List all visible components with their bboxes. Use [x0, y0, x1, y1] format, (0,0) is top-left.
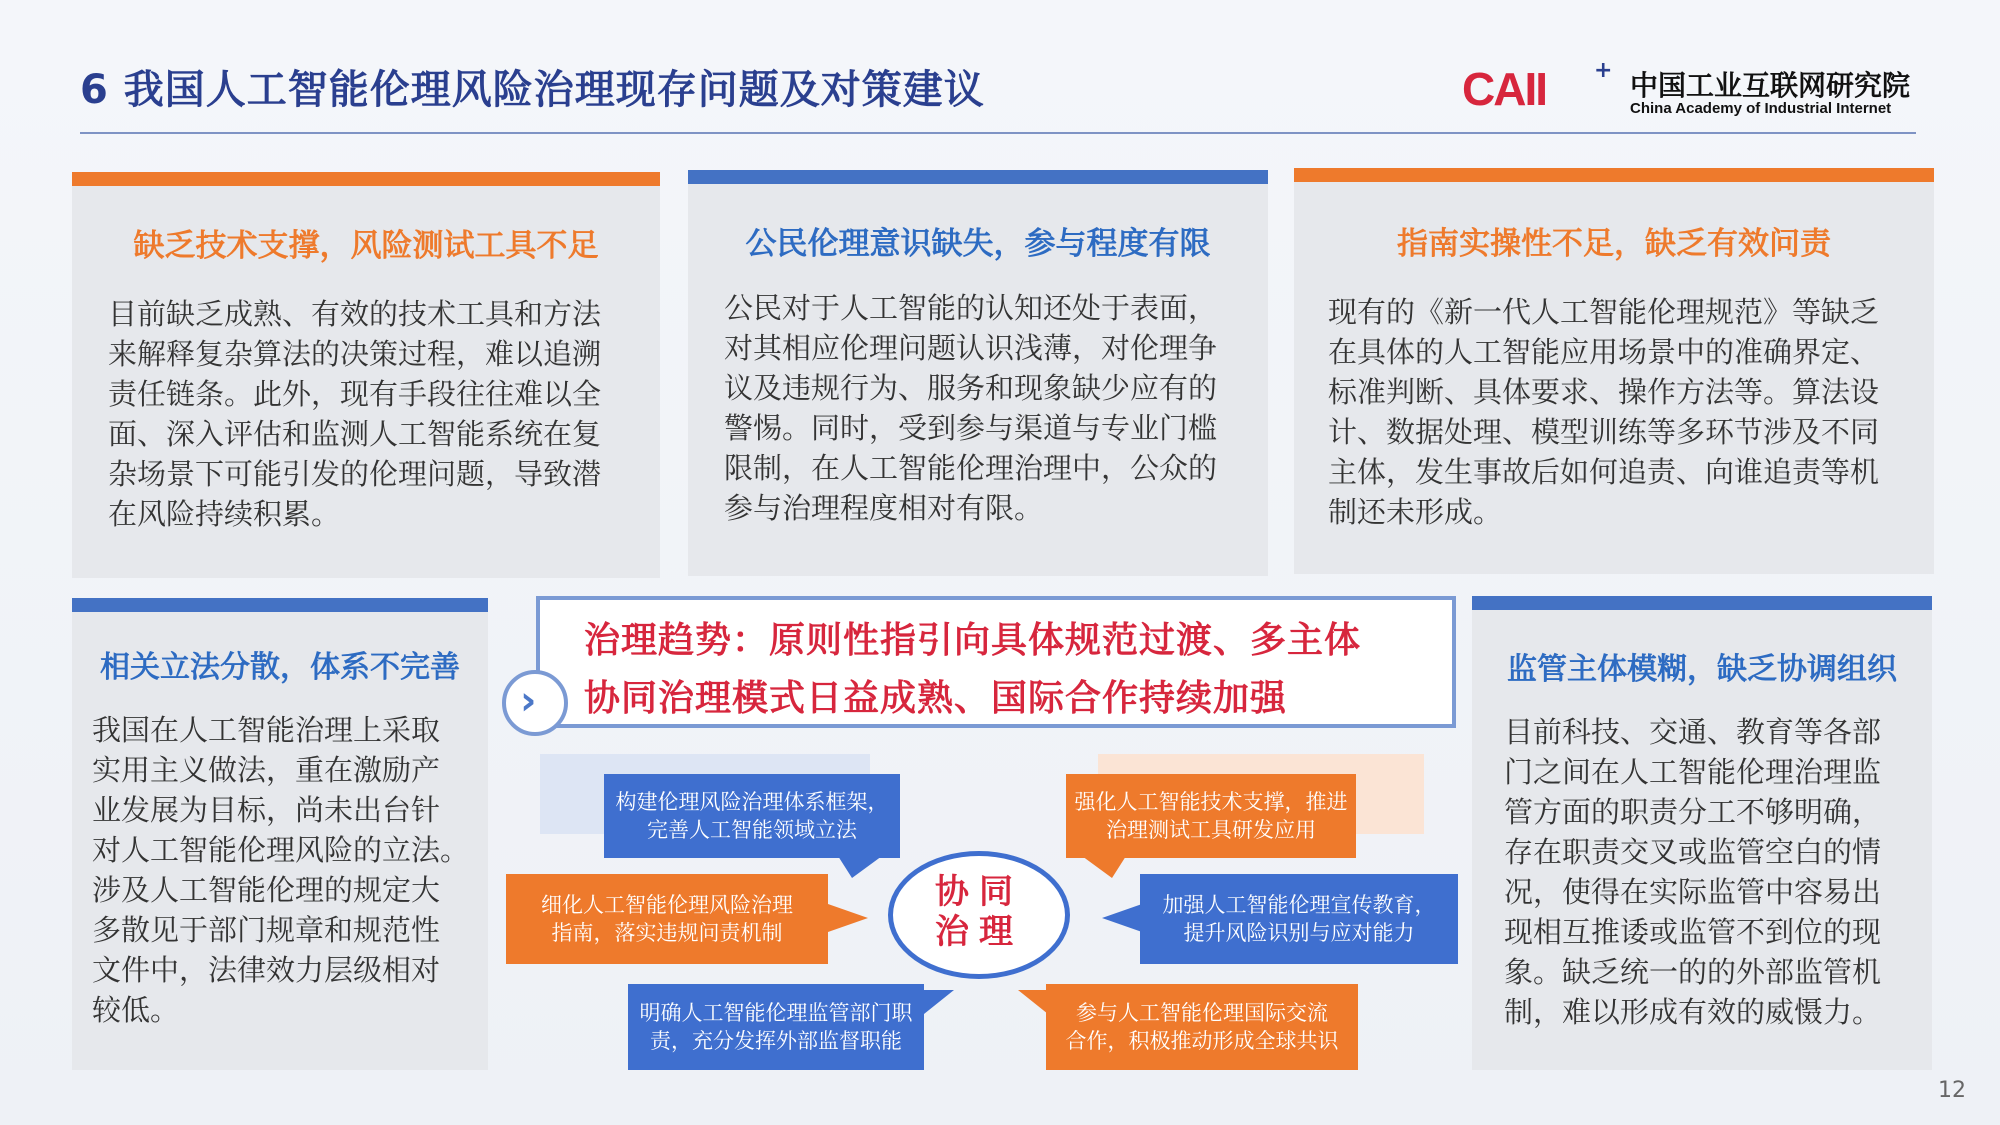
text-line: 对人工智能伦理风险的立法。	[92, 833, 470, 867]
text-line: 公民对于人工智能的认知还处于表面，	[724, 291, 1218, 325]
text-line: 多散见于部门规章和规范性	[92, 913, 441, 947]
text-line: 实用主义做法，重在激励产	[92, 753, 441, 787]
card-guide-title: 指南实操性不足，缺乏有效问责	[1397, 226, 1831, 262]
trend-text	[584, 612, 1444, 728]
card-public-body	[724, 288, 1264, 528]
text-line: 制，难以形成有效的威慑力。	[1504, 995, 1882, 1029]
callout-line: 构建伦理风险治理体系框架，	[615, 790, 889, 814]
text-line: 目前科技、交通、教育等各部	[1504, 715, 1882, 749]
callout-line: 细化人工智能伦理风险治理	[541, 893, 793, 917]
text-line: 杂场景下可能引发的伦理问题，导致潜	[108, 457, 602, 491]
center-line-2: 治理	[935, 912, 1023, 952]
callout-line: 提升风险识别与应对能力	[1183, 921, 1415, 945]
text-line: 面、深入评估和监测人工智能系统在复	[108, 417, 602, 451]
logo-plus: +	[1594, 58, 1613, 83]
card-guide-body	[1328, 292, 1928, 532]
card-law-body	[92, 710, 484, 1030]
page-title: 6 我国人工智能伦理风险治理现存问题及对策建议	[80, 67, 985, 113]
card-guide	[1294, 182, 1934, 574]
text-line: 责任链条。此外，现有手段往往难以全	[108, 377, 602, 411]
callout-text	[1163, 891, 1436, 947]
card-law-bar	[72, 598, 488, 612]
caii-logo	[1462, 58, 1922, 122]
callout-tail	[828, 904, 868, 932]
text-line: 目前缺乏成熟、有效的技术工具和方法	[108, 297, 602, 331]
callout-line: 强化人工智能技术支撑，推进	[1074, 790, 1348, 814]
text-line: 较低。	[92, 993, 180, 1027]
chevron-right-icon	[502, 670, 568, 736]
text-line: 况，使得在实际监管中容易出	[1504, 875, 1882, 909]
title-divider	[80, 132, 1916, 134]
text-line: 参与治理程度相对有限。	[724, 491, 1044, 525]
text-line: 主体，发生事故后如何追责、向谁追责等机	[1328, 455, 1880, 489]
text-line: 业发展为目标，尚未出台针	[92, 793, 441, 827]
text-line: 议及违规行为、服务和现象缺少应有的	[724, 371, 1218, 405]
callout-line: 参与人工智能伦理国际交流	[1076, 1001, 1328, 1025]
collaborative-governance-label	[888, 872, 1070, 952]
callout-supervision-dept	[628, 984, 924, 1070]
card-public	[688, 184, 1268, 576]
card-supervise-body	[1504, 712, 1924, 1032]
card-public-bar	[688, 170, 1268, 184]
callout-international	[1046, 984, 1358, 1070]
text-line: 来解释复杂算法的决策过程，难以追溯	[108, 337, 602, 371]
card-supervise	[1472, 610, 1932, 1070]
callout-line: 指南，落实违规问责机制	[551, 921, 783, 945]
callout-line: 加强人工智能伦理宣传教育，	[1162, 893, 1436, 917]
callout-text	[541, 891, 793, 947]
text-line: 对其相应伦理问题认识浅薄，对伦理争	[724, 331, 1218, 365]
card-guide-bar	[1294, 168, 1934, 182]
trend-line-2: 协同治理模式日益成熟、国际合作持续加强	[584, 678, 1288, 719]
text-line: 文件中，法律效力层级相对	[92, 953, 441, 987]
callout-tail	[924, 990, 954, 1014]
callout-education	[1140, 874, 1458, 964]
callout-build-framework	[604, 774, 900, 858]
card-public-title: 公民伦理意识缺失，参与程度有限	[745, 226, 1211, 262]
chevron-glyph: ›	[520, 678, 537, 724]
text-line: 计、数据处理、模型训练等多环节涉及不同	[1328, 415, 1880, 449]
text-line: 在具体的人工智能应用场景中的准确界定、	[1328, 335, 1880, 369]
callout-line: 明确人工智能伦理监管部门职	[639, 1001, 913, 1025]
card-supervise-title: 监管主体模糊，缺乏协调组织	[1507, 652, 1897, 687]
logo-mark: CAII	[1462, 63, 1546, 115]
callout-tail	[838, 856, 882, 878]
callout-tech-support	[1066, 774, 1356, 858]
text-line: 门之间在人工智能伦理治理监	[1504, 755, 1882, 789]
callout-refine-guide	[506, 874, 828, 964]
callout-tail	[1018, 990, 1048, 1014]
text-line: 制还未形成。	[1328, 495, 1503, 529]
card-law	[72, 612, 488, 1070]
logo-chinese-name: 中国工业互联网研究院	[1630, 69, 1911, 102]
callout-text	[640, 999, 913, 1055]
text-line: 限制，在人工智能伦理治理中，公众的	[724, 451, 1218, 485]
callout-line: 责，充分发挥外部监督职能	[650, 1029, 902, 1053]
callout-line: 治理测试工具研发应用	[1106, 818, 1316, 842]
card-tech-bar	[72, 172, 660, 186]
text-line: 在风险持续积累。	[108, 497, 341, 531]
logo-english-name: China Academy of Industrial Internet	[1630, 100, 1892, 117]
text-line: 现相互推诿或监管不到位的现	[1504, 915, 1882, 949]
text-line: 管方面的职责分工不够明确，	[1504, 795, 1882, 829]
callout-line: 合作，积极推动形成全球共识	[1065, 1029, 1339, 1053]
card-tech-body	[108, 294, 648, 534]
text-line: 现有的《新一代人工智能伦理规范》等缺乏	[1328, 295, 1880, 329]
callout-text	[1066, 999, 1339, 1055]
card-supervise-bar	[1472, 596, 1932, 610]
callout-tail	[1102, 904, 1142, 932]
card-tech	[72, 186, 660, 578]
trend-line-1: 治理趋势：原则性指引向具体规范过渡、多主体	[584, 620, 1362, 661]
text-line: 我国在人工智能治理上采取	[92, 713, 441, 747]
text-line: 存在职责交叉或监管空白的情	[1504, 835, 1882, 869]
text-line: 涉及人工智能伦理的规定大	[92, 873, 441, 907]
callout-tail	[1082, 856, 1126, 878]
text-line: 警惕。同时，受到参与渠道与专业门槛	[724, 411, 1218, 445]
center-line-1: 协同	[935, 872, 1023, 912]
card-law-title: 相关立法分散，体系不完善	[100, 650, 460, 685]
callout-text	[616, 788, 889, 844]
text-line: 标准判断、具体要求、操作方法等。算法设	[1328, 375, 1880, 409]
callout-line: 完善人工智能领域立法	[647, 818, 857, 842]
text-line: 象。缺乏统一的的外部监管机	[1504, 955, 1882, 989]
page-number: 12	[1938, 1078, 1966, 1103]
callout-text	[1075, 788, 1348, 844]
card-tech-title: 缺乏技术支撑，风险测试工具不足	[133, 228, 599, 264]
